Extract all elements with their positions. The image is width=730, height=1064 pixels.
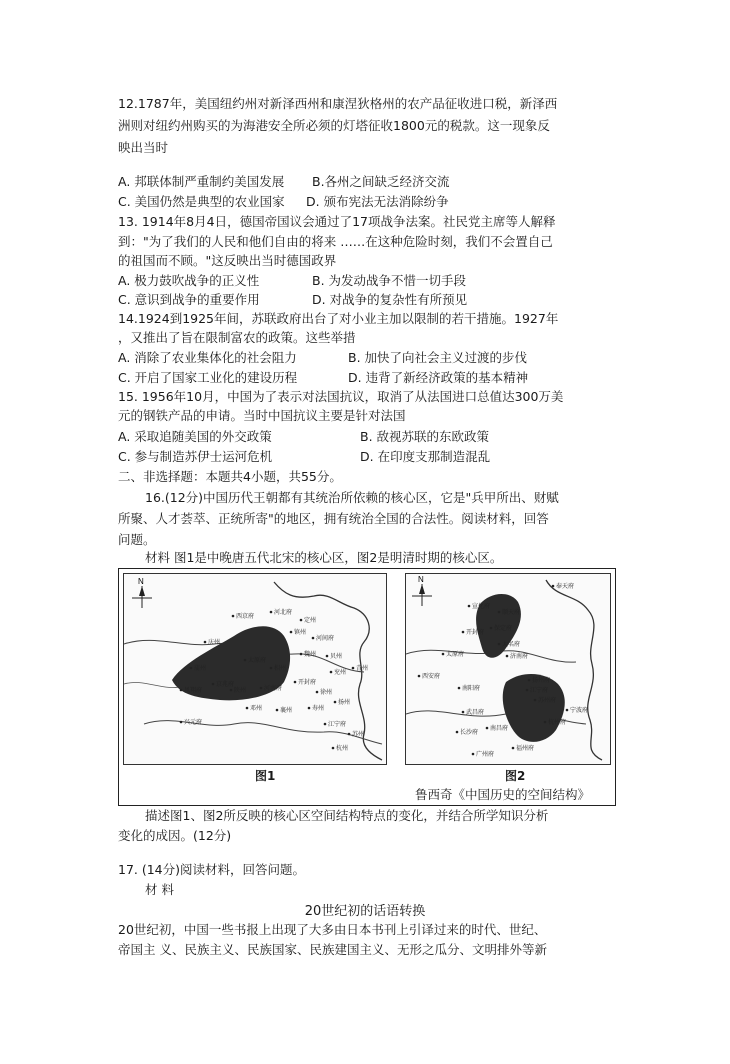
map-1-city-dot <box>334 701 337 704</box>
map-1-city-label: 河北府 <box>274 610 293 616</box>
map-1-city-label: 苏州 <box>352 732 365 738</box>
map-2-city-label: 江宁府 <box>530 688 549 694</box>
map-2-city-label: 扬州府 <box>532 678 551 684</box>
map-2-city-dot <box>534 699 537 702</box>
map-2-city-label: 开封府 <box>466 630 485 636</box>
map-2-city-label: 南阳府 <box>462 686 481 692</box>
map-1 <box>123 573 387 765</box>
q15-option-d: D. 在印度支那制造混乱 <box>360 449 491 464</box>
q17-body-line1: 20世纪初，中国一些书报上出现了大多由日本书刊上引译过来的时代、世纪、 <box>118 922 547 937</box>
map-1-city-label: 魏州 <box>304 652 317 658</box>
q15-line1: 15. 1956年10月，中国为了表示对法国抗议，取消了从法国进口总值达300万美 <box>118 389 564 404</box>
map-2-city-label: 宣化府 <box>472 604 491 610</box>
q12-option-c: C. 美国仍然是典型的农业国家 <box>118 194 285 209</box>
map-2-city-dot <box>442 653 445 656</box>
map-2-city-label: 保定府 <box>494 626 513 632</box>
map-1-city-dot <box>324 723 327 726</box>
map-1-city-dot <box>230 689 233 692</box>
q15-option-a: A. 采取追随美国的外交政策 <box>118 429 272 444</box>
q16-task-line1: 描述图1、图2所反映的核心区空间结构特点的变化，并结合所学知识分析 <box>145 808 549 823</box>
map-1-city-dot <box>244 659 247 662</box>
q13-option-a: A. 极力鼓吹战争的正义性 <box>118 273 260 288</box>
map-2-city-dot <box>462 631 465 634</box>
map-2-city-label: 苏州府 <box>538 698 557 704</box>
map-1-city-dot <box>290 631 293 634</box>
map-1-city-label: 兴元府 <box>184 720 203 726</box>
q14-option-d: D. 违背了新经济政策的基本精神 <box>348 370 529 385</box>
map-2-city-label: 奉天府 <box>556 584 575 590</box>
map-2-north: N <box>418 575 424 584</box>
map-1-city-label: 太原府 <box>248 658 267 664</box>
map-2-city-label: 顺天府 <box>502 610 521 616</box>
map-1-city-dot <box>300 653 303 656</box>
map-2-city-dot <box>526 689 529 692</box>
map-1-city-dot <box>246 707 249 710</box>
map-1-city-label: 扬州 <box>338 700 351 706</box>
figure-1-caption: 图1 <box>255 769 276 783</box>
q16-line2: 所聚、人才荟萃、正统所寄"的地区，拥有统治全国的合法性。阅读材料，回答 <box>118 511 549 526</box>
map-2-city-dot <box>506 655 509 658</box>
q16-task-line2: 变化的成因。(12分) <box>118 828 232 843</box>
q14-line2: ，又推出了旨在限制富农的政策。这些举措 <box>118 330 356 345</box>
q13-option-d: D. 对战争的复杂性有所预见 <box>312 292 468 307</box>
map-1-city-dot <box>330 671 333 674</box>
map-2-city-dot <box>552 585 555 588</box>
map-1-city-dot <box>312 637 315 640</box>
map-2-city-dot <box>544 721 547 724</box>
map-2-city-label: 济南府 <box>510 654 529 660</box>
q14-option-b: B. 加快了向社会主义过渡的步伐 <box>348 350 528 365</box>
q17-title: 20世纪初的话语转换 <box>304 904 426 919</box>
map-1-city-dot <box>316 691 319 694</box>
map-1-city-dot <box>352 667 355 670</box>
map-1-city-dot <box>270 611 273 614</box>
map-1-city-label: 邓州 <box>250 706 263 712</box>
q15-line2: 元的钢铁产品的申请。当时中国抗议主要是针对法国 <box>118 408 406 423</box>
map-2-city-dot <box>528 679 531 682</box>
map-1-city-label: 西京府 <box>236 614 255 620</box>
map-1-city-label: 京兆府 <box>216 682 235 688</box>
map-2-city-dot <box>512 747 515 750</box>
figure-source: 鲁西奇《中国历史的空间结构》 <box>415 787 591 802</box>
map-2-city-dot <box>490 627 493 630</box>
map-2-city-label: 广州府 <box>476 752 495 758</box>
map-2-city-dot <box>566 709 569 712</box>
map-1-city-label: 江宁府 <box>328 722 347 728</box>
map-2-city-label: 武昌府 <box>466 710 485 716</box>
q12-option-b: B.各州之间缺乏经济交流 <box>312 174 450 189</box>
q13-line1: 13. 1914年8月4日，德国帝国议会通过了17项战争法案。社民党主席等人解释 <box>118 214 556 229</box>
map-1-city-dot <box>294 681 297 684</box>
map-1-city-dot <box>180 721 183 724</box>
q16-line3: 问题。 <box>118 532 156 547</box>
map-1-city-dot <box>332 747 335 750</box>
map-1-city-dot <box>270 667 273 670</box>
map-1-city-label: 杭州 <box>336 746 349 752</box>
map-1-city-label: 开封府 <box>298 680 317 686</box>
compass-icon <box>132 586 152 608</box>
map-2-city-label: 西安府 <box>422 674 441 680</box>
map-1-city-dot <box>348 733 351 736</box>
map-1-city-label: 定州 <box>304 618 317 624</box>
map-2-city-dot <box>458 687 461 690</box>
map-2-city-label: 南昌府 <box>490 726 509 732</box>
map-1-city-dot <box>300 619 303 622</box>
map-1-city-label: 襄州 <box>280 708 293 714</box>
map-2-drawing <box>406 574 610 764</box>
q13-line2: 到："为了我们的人民和他们自由的将来 ……在这种危险时刻，我们不会置自己 <box>118 234 553 249</box>
q15-option-c: C. 参与制造苏伊士运河危机 <box>118 449 273 464</box>
compass-icon <box>412 584 432 606</box>
q14-line1: 14.1924到1925年间，苏联政府出台了对小业主加以限制的若干措施。1927年 <box>118 311 559 326</box>
map-2 <box>405 573 611 765</box>
q12-line1: 12.1787年，美国纽约州对新泽西州和康涅狄格州的农产品征收进口税，新泽西 <box>118 96 558 111</box>
q14-option-a: A. 消除了农业集体化的社会阻力 <box>118 350 297 365</box>
q12-line2: 洲则对纽约州购买的为海港安全所必须的灯塔征收1800元的税款。这一现象反 <box>118 118 550 133</box>
map-1-drawing <box>124 574 386 764</box>
map-2-city-dot <box>462 711 465 714</box>
map-1-city-dot <box>180 689 183 692</box>
q16-material: 材料 图1是中晚唐五代北宋的核心区，图2是明清时期的核心区。 <box>145 550 503 565</box>
map-1-city-dot <box>204 641 207 644</box>
map-1-city-dot <box>232 615 235 618</box>
q17-body-line2: 帝国主 义、民族主义、民族国家、民族建国主义、无形之瓜分、文明排外等新 <box>118 942 547 957</box>
map-1-city-label: 相州 <box>274 666 287 672</box>
q17-material: 材 料 <box>145 882 174 897</box>
q12-option-d: D. 颁布宪法无法消除纷争 <box>306 194 449 209</box>
map-2-city-dot <box>468 605 471 608</box>
map-1-city-label: 青州 <box>356 666 369 672</box>
map-1-city-label: 河间府 <box>316 636 335 642</box>
map-2-city-label: 宁波府 <box>570 708 589 714</box>
map-2-city-label: 福州府 <box>516 746 535 752</box>
map-2-city-label: 太原府 <box>446 652 465 658</box>
map-2-city-dot <box>498 643 501 646</box>
map-2-core-region-south <box>503 674 565 742</box>
map-1-city-label: 镇州 <box>294 630 307 636</box>
map-1-city-dot <box>212 683 215 686</box>
map-2-city-dot <box>472 753 475 756</box>
map-1-city-label: 凤翔府 <box>184 688 203 694</box>
map-1-city-dot <box>190 667 193 670</box>
q13-option-c: C. 意识到战争的重要作用 <box>118 292 260 307</box>
q12-line3: 映出当时 <box>118 140 169 155</box>
section-heading: 二、非选择题：本题共4小题，共55分。 <box>118 469 342 484</box>
q13-option-b: B. 为发动战争不惜一切手段 <box>312 273 467 288</box>
map-2-city-dot <box>418 675 421 678</box>
map-1-city-label: 河南府 <box>264 686 283 692</box>
map-1-city-label: 陕州 <box>234 688 247 694</box>
map-1-city-dot <box>308 707 311 710</box>
map-figure <box>118 568 616 806</box>
map-1-city-label: 寿州 <box>312 706 325 712</box>
map-2-city-dot <box>456 731 459 734</box>
map-1-city-label: 贝州 <box>330 654 343 660</box>
map-1-city-dot <box>276 709 279 712</box>
map-2-city-label: 长沙府 <box>460 730 479 736</box>
map-1-north: N <box>138 577 144 586</box>
q15-option-b: B. 敌视苏联的东欧政策 <box>360 429 490 444</box>
map-1-city-label: 兖州 <box>334 670 347 676</box>
q12-option-a: A. 邦联体制严重制约美国发展 <box>118 174 285 189</box>
map-2-city-dot <box>498 611 501 614</box>
map-2-city-dot <box>486 727 489 730</box>
map-1-city-dot <box>260 687 263 690</box>
map-1-city-dot <box>326 655 329 658</box>
map-1-city-label: 蒲州 <box>194 666 207 672</box>
q13-line3: 的祖国而不顾。"这反映出当时德国政界 <box>118 253 337 268</box>
q14-option-c: C. 开启了国家工业化的建设历程 <box>118 370 298 385</box>
q17-line1: 17. (14分)阅读材料，回答问题。 <box>118 862 306 877</box>
map-2-city-label: 大名府 <box>502 642 521 648</box>
map-1-city-label: 徐州 <box>320 690 333 696</box>
map-1-city-label: 庆州 <box>208 640 221 646</box>
q16-line1: 16.(12分)中国历代王朝都有其统治所依赖的核心区，它是"兵甲所出、财赋 <box>145 490 559 505</box>
figure-2-caption: 图2 <box>505 769 526 783</box>
map-2-city-label: 杭州府 <box>548 720 567 726</box>
